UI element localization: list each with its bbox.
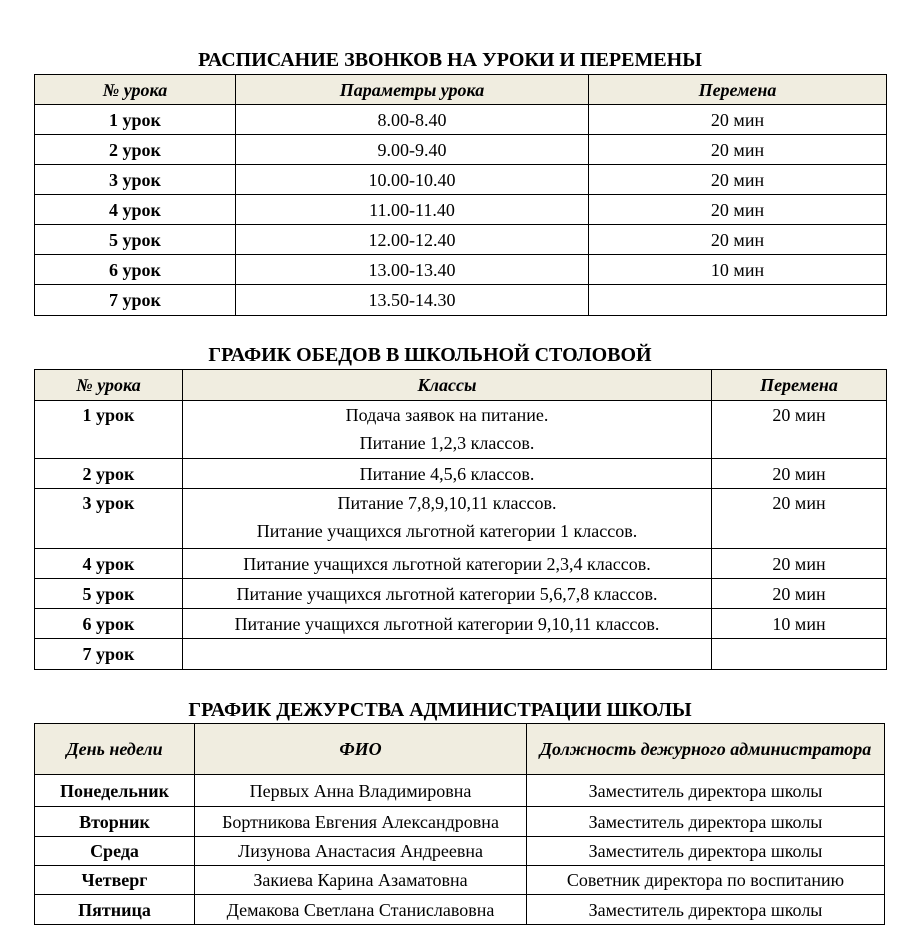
- lesson-number: 2 урок: [35, 459, 183, 489]
- lesson-number: 5 урок: [35, 225, 236, 255]
- weekday: Среда: [35, 837, 195, 866]
- table-row: [35, 639, 887, 670]
- classes-cell: [183, 579, 712, 609]
- lesson-time: 10.00-10.40: [236, 165, 589, 195]
- weekday: Пятница: [35, 895, 195, 925]
- break-duration: [712, 639, 887, 670]
- bell-schedule-title: РАСПИСАНИЕ ЗВОНКОВ НА УРОКИ И ПЕРЕМЕНЫ: [198, 49, 702, 71]
- header-lesson-number: № урока: [35, 75, 236, 105]
- classes-line: Питание 7,8,9,10,11 классов.: [337, 493, 557, 513]
- duty-schedule-title: ГРАФИК ДЕЖУРСТВА АДМИНИСТРАЦИИ ШКОЛЫ: [188, 699, 692, 721]
- duty-position: Заместитель директора школы: [527, 807, 885, 837]
- full-name: Демакова Светлана Станиславовна: [195, 895, 527, 925]
- lesson-number: 7 урок: [35, 639, 183, 670]
- lesson-time: 11.00-11.40: [236, 195, 589, 225]
- duty-position: Заместитель директора школы: [527, 895, 885, 925]
- break-duration: 20 мин: [712, 401, 887, 459]
- break-duration: 20 мин: [589, 135, 887, 165]
- lesson-number: 3 урок: [35, 165, 236, 195]
- break-duration: 20 мин: [589, 105, 887, 135]
- full-name: Лизунова Анастасия Андреевна: [195, 837, 527, 866]
- classes-line: Питание учащихся льготной категории 9,10,11 классов.: [234, 613, 660, 634]
- lesson-number: 6 урок: [35, 609, 183, 639]
- classes-line: Питание 1,2,3 классов.: [359, 433, 535, 453]
- header-break: Перемена: [712, 370, 887, 401]
- lesson-number: 1 урок: [35, 105, 236, 135]
- table-row: [35, 195, 887, 225]
- full-name: Закиева Карина Азаматовна: [195, 866, 527, 895]
- break-duration: 20 мин: [589, 165, 887, 195]
- classes-cell: [183, 549, 712, 579]
- table-row: [35, 105, 887, 135]
- table-row: [35, 579, 887, 609]
- break-duration: 20 мин: [589, 225, 887, 255]
- bell-schedule-table: [34, 74, 887, 316]
- table-row: [35, 866, 885, 895]
- duty-position: Заместитель директора школы: [527, 837, 885, 866]
- break-duration: 20 мин: [712, 489, 887, 549]
- classes-cell: [183, 639, 712, 670]
- classes-line: Питание учащихся льготной категории 2,3,4 классов.: [243, 553, 651, 574]
- lesson-time: 9.00-9.40: [236, 135, 589, 165]
- break-duration: 20 мин: [712, 579, 887, 609]
- full-name: Первых Анна Владимировна: [195, 775, 527, 807]
- table-row: [35, 165, 887, 195]
- classes-cell: [183, 489, 712, 549]
- duty-position: Заместитель директора школы: [527, 775, 885, 807]
- header-full-name: ФИО: [195, 724, 527, 775]
- table-row: [35, 609, 887, 639]
- weekday: Четверг: [35, 866, 195, 895]
- table-row: [35, 225, 887, 255]
- break-duration: [589, 285, 887, 316]
- header-break: Перемена: [589, 75, 887, 105]
- classes-line: Питание 4,5,6 классов.: [359, 463, 535, 484]
- table-row: [35, 837, 885, 866]
- table-row: [35, 401, 887, 459]
- table-row: [35, 549, 887, 579]
- table-row: [35, 489, 887, 549]
- table-row: [35, 255, 887, 285]
- classes-line: Питание учащихся льготной категории 5,6,7,8 классов.: [236, 583, 658, 604]
- classes-cell: [183, 609, 712, 639]
- lesson-number: 3 урок: [35, 489, 183, 549]
- classes-cell: [183, 401, 712, 459]
- duty-position: Советник директора по воспитанию: [527, 866, 885, 895]
- weekday: Вторник: [35, 807, 195, 837]
- header-lesson-params: Параметры урока: [236, 75, 589, 105]
- lunch-schedule-title: ГРАФИК ОБЕДОВ В ШКОЛЬНОЙ СТОЛОВОЙ: [208, 344, 652, 366]
- table-row: [35, 895, 885, 925]
- table-row: [35, 285, 887, 316]
- header-weekday: День недели: [35, 724, 195, 775]
- lesson-number: 6 урок: [35, 255, 236, 285]
- lesson-number: 1 урок: [35, 401, 183, 459]
- lesson-number: 4 урок: [35, 195, 236, 225]
- table-row: [35, 775, 885, 807]
- weekday: Понедельник: [35, 775, 195, 807]
- header-classes: Классы: [183, 370, 712, 401]
- break-duration: 10 мин: [712, 609, 887, 639]
- header-duty-position: Должность дежурного администратора: [527, 724, 885, 775]
- break-duration: 10 мин: [589, 255, 887, 285]
- header-lesson-number: № урока: [35, 370, 183, 401]
- classes-line: Подача заявок на питание.: [345, 405, 549, 425]
- lunch-schedule-table: [34, 369, 887, 670]
- full-name: Бортникова Евгения Александровна: [195, 807, 527, 837]
- table-row: [35, 807, 885, 837]
- classes-cell: [183, 459, 712, 489]
- lesson-number: 5 урок: [35, 579, 183, 609]
- break-duration: 20 мин: [712, 549, 887, 579]
- break-duration: 20 мин: [589, 195, 887, 225]
- lesson-time: 13.50-14.30: [236, 285, 589, 316]
- table-row: [35, 135, 887, 165]
- lesson-time: 8.00-8.40: [236, 105, 589, 135]
- table-row: [35, 459, 887, 489]
- lesson-number: 7 урок: [35, 285, 236, 316]
- break-duration: 20 мин: [712, 459, 887, 489]
- lesson-time: 13.00-13.40: [236, 255, 589, 285]
- lesson-time: 12.00-12.40: [236, 225, 589, 255]
- lesson-number: 4 урок: [35, 549, 183, 579]
- duty-schedule-table: [34, 723, 885, 925]
- classes-line: Питание учащихся льготной категории 1 классов.: [256, 521, 638, 541]
- lesson-number: 2 урок: [35, 135, 236, 165]
